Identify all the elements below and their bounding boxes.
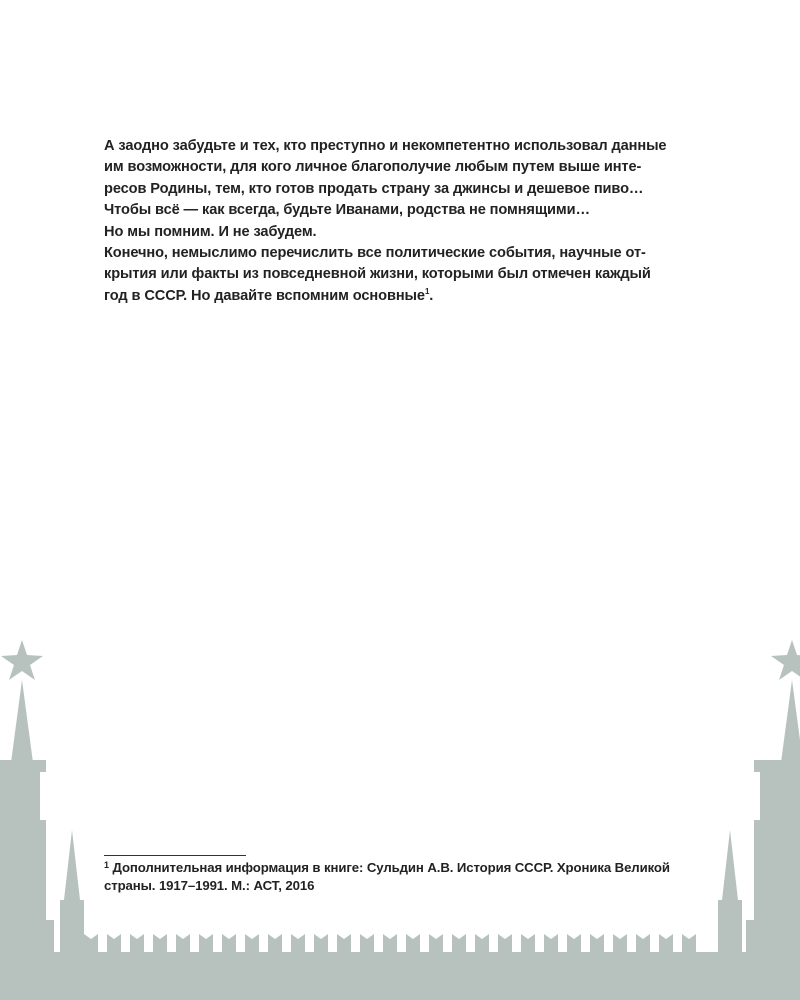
text-line: Чтобы всё — как всегда, будьте Иванами, родства не помнящими…	[104, 202, 590, 219]
wall-merlon	[429, 934, 443, 952]
wall-merlon	[521, 934, 535, 952]
footnote-divider	[104, 855, 246, 856]
wall-merlon	[636, 934, 650, 952]
wall-merlon	[337, 934, 351, 952]
right-star-icon	[771, 640, 800, 680]
wall-base	[0, 952, 800, 1000]
kremlin-wall-silhouette-icon	[0, 620, 800, 1000]
paragraph-2	[104, 222, 724, 243]
wall-merlon	[176, 934, 190, 952]
wall-merlon	[567, 934, 581, 952]
wall-merlon	[475, 934, 489, 952]
text-line: им возможности, для кого личное благополучие любым путем выше инте-	[104, 159, 642, 176]
wall-merlon	[130, 934, 144, 952]
wall-merlon	[498, 934, 512, 952]
main-text	[104, 136, 724, 307]
wall-merlon	[199, 934, 213, 952]
wall-merlon	[268, 934, 282, 952]
text-line: Конечно, немыслимо перечислить все политические события, научные от-	[104, 245, 646, 262]
left-star-icon	[1, 640, 43, 680]
text-line: год в СССР. Но давайте вспомним основные	[104, 287, 425, 304]
footnote-text: Дополнительная информация в книге: Сульдин А.В. История СССР. Хроника Великой	[112, 860, 670, 875]
text-line: ресов Родины, тем, кто готов продать страну за джинсы и дешевое пиво…	[104, 180, 644, 197]
wall-merlon	[659, 934, 673, 952]
sentence-end: .	[429, 287, 434, 304]
footnote-line	[104, 859, 734, 877]
footnote-marker: 1	[104, 860, 109, 870]
paragraph-1	[104, 136, 724, 222]
wall-merlon	[107, 934, 121, 952]
text-line: Но мы помним. И не забудем.	[104, 223, 317, 240]
wall-merlon	[613, 934, 627, 952]
wall-merlon	[383, 934, 397, 952]
wall-merlon	[406, 934, 420, 952]
wall-merlon	[153, 934, 167, 952]
wall-merlon	[590, 934, 604, 952]
footnote	[104, 859, 734, 895]
wall-merlon	[682, 934, 696, 952]
wall-merlon	[291, 934, 305, 952]
paragraph-3	[104, 243, 724, 307]
text-line-with-footnote	[104, 286, 724, 307]
text-line: крытия или факты из повседневной жизни, которыми был отмечен каждый	[104, 266, 651, 283]
wall-merlons	[84, 934, 696, 952]
wall-merlon	[314, 934, 328, 952]
wall-merlon	[245, 934, 259, 952]
wall-merlon	[222, 934, 236, 952]
wall-merlon	[360, 934, 374, 952]
wall-merlon	[544, 934, 558, 952]
footnote-reference[interactable]: 1	[424, 286, 430, 296]
footnote-line: страны. 1917–1991. М.: АСТ, 2016	[104, 878, 315, 893]
wall-merlon	[84, 934, 98, 952]
wall-merlon	[452, 934, 466, 952]
text-line: А заодно забудьте и тех, кто преступно и некомпетентно использовал данные	[104, 138, 667, 154]
